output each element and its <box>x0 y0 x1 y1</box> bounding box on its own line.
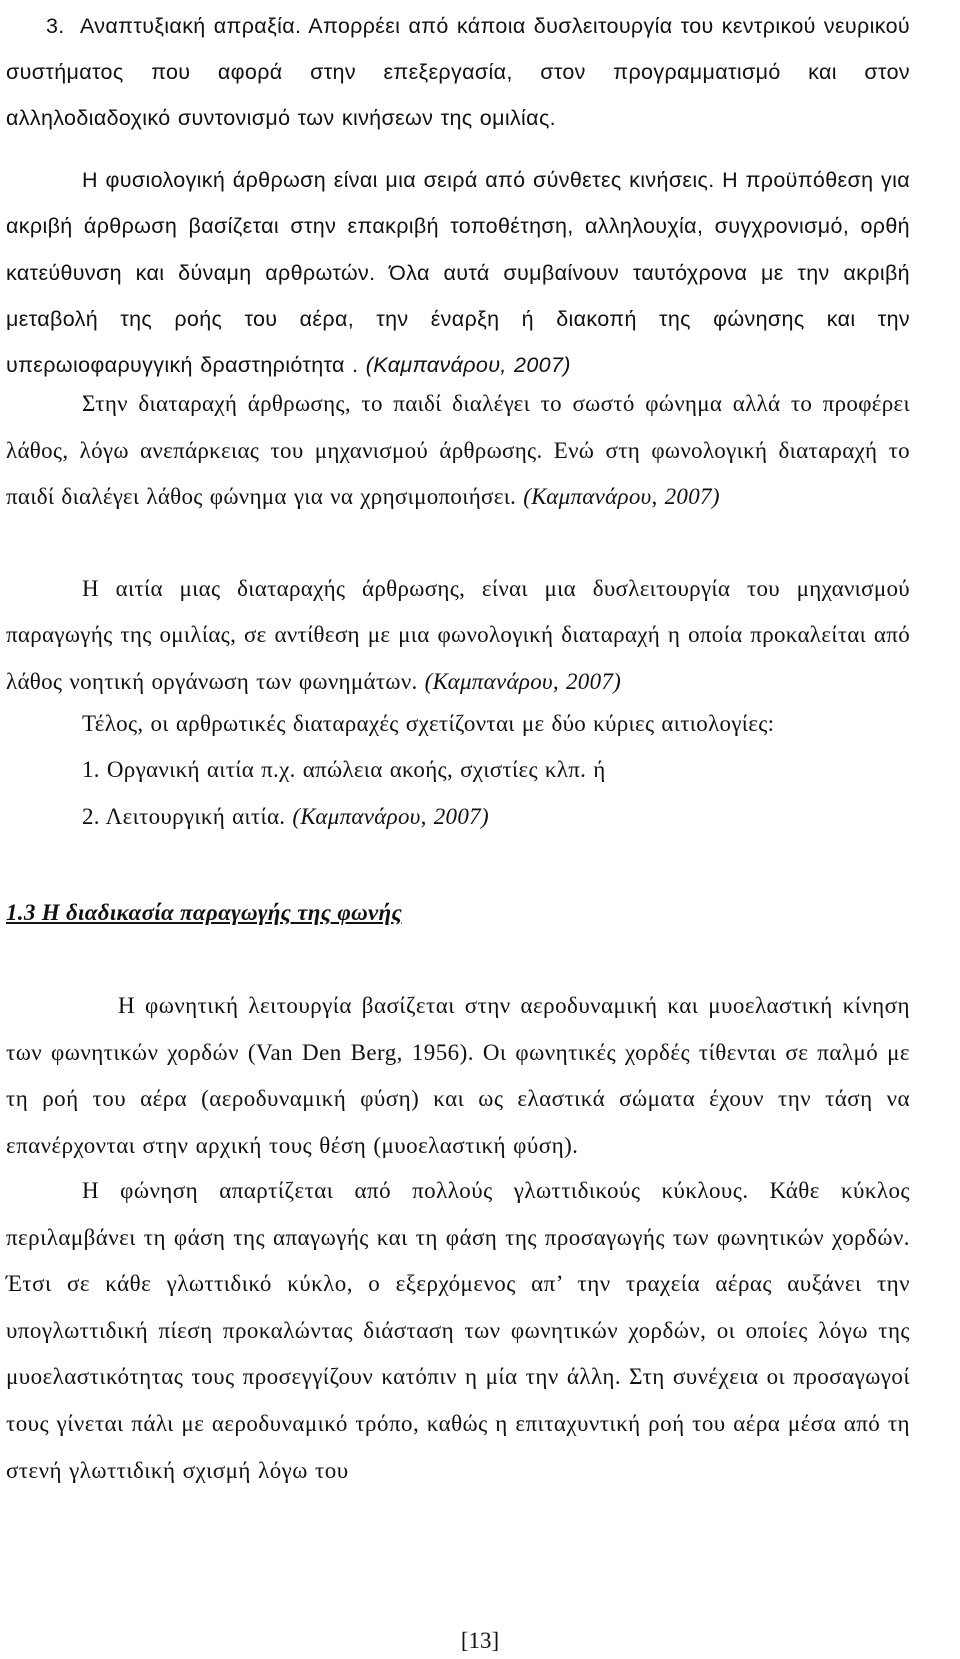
citation: (Καμπανάρου, 2007) <box>523 484 720 509</box>
section-heading: 1.3 Η διαδικασία παραγωγής της φωνής <box>6 900 402 925</box>
list-item-developmental-apraxia <box>6 3 910 141</box>
paragraph-phonation-cycles: Η φώνηση απαρτίζεται από πολλούς γλωττιδικούς κύκλους. Κάθε κύκλος περιλαμβάνει τη φάση της απαγωγής και τη φάση της προσαγωγής των φωνητικών χορδών. Έτσι σε κάθε γλωττιδικό κύκλο, ο εξερχόμενος απ’ την τραχεία αέρας αυξάνει την υπογλωττιδική πίεση προκαλώντας διάσταση των φωνητικών χορδών, οι οποίες λόγω της μυοελαστικότητας τους προσεγγίζουν κατόπιν η μία την άλλη. Στη συνέχεια οι προσαγωγοί τους γίνεται πάλι με αεροδυναμικό τρόπο, καθώς η επιταχυντική ροή του αέρα μέσα από τη στενή γλωττιδική σχισμή λόγω του <box>6 1178 910 1483</box>
paragraph-disorder-cause <box>6 566 910 705</box>
paragraph-text: Η φυσιολογική άρθρωση είναι μια σειρά από σύνθετες κινήσεις. Η προϋπόθεση για ακριβή άρθρωση βασίζεται στην επακριβή τοποθέτηση, αλληλουχία, συγχρονισμό, ορθή κατεύθυνση και δύναμη αρθρωτών. Όλα αυτά συμβαίνουν ταυτόχρονα με την ακριβή μεταβολή της ροής του αέρα, την έναρξη ή διακοπή της φώνησης και την υπερωιοφαρυγγική δραστηριότητα . <box>6 168 910 378</box>
paragraph-normal-articulation <box>6 157 910 388</box>
citation: (Καμπανάρου, 2007) <box>424 668 622 694</box>
citation: (Καμπανάρου, 2007) <box>292 804 489 829</box>
cause-item-organic: 1. Οργανική αιτία π.χ. απώλεια ακοής, σχιστίες κλπ. ή <box>82 757 606 782</box>
cause-item-text: 2. Λειτουργική αιτία. <box>82 804 286 829</box>
paragraph-vocal-function: Η φωνητική λειτουργία βασίζεται στην αεροδυναμική και μυοελαστική κίνηση των φωνητικών χορδών (Van Den Berg, 1956). Οι φωνητικές χορδές τίθενται σε παλμό με τη ροή του αέρα (αεροδυναμική φύση) και ως ελαστικά σώματα έχουν την τάση να επανέρχονται στην αρχική τους θέση (μυοελαστική φύση). <box>6 993 910 1158</box>
page-number: [13] <box>460 1628 500 1653</box>
paragraph-text: Η αιτία μιας διαταραχής άρθρωσης, είναι μια δυσλειτουργία του μηχανισμού παραγωγής της ομιλίας, σε αντίθεση με μια φωνολογική διαταραχή η οποία προκαλείται από λάθος νοητική οργάνωση των φωνημάτων. <box>6 576 910 694</box>
citation: (Καμπανάρου, 2007) <box>365 353 571 378</box>
cause-item-functional <box>82 797 489 837</box>
list-item-text: Αναπτυξιακή απραξία. Απορρέει από κάποια δυσλειτουργία του κεντρικού νευρικού συστήματος που αφορά στην επεξεργασία, στον προγραμματισμό και στον αλληλοδιαδοχικό συντονισμό των κινήσεων της ομιλίας. <box>6 14 910 130</box>
list-item-number: 3. <box>46 14 65 38</box>
causes-intro: Τέλος, οι αρθρωτικές διαταραχές σχετίζονται με δύο κύριες αιτιολογίες: <box>82 711 775 736</box>
paragraph-text: Στην διαταραχή άρθρωσης, το παιδί διαλέγει το σωστό φώνημα αλλά το προφέρει λάθος, λόγω ανεπάρκειας του μηχανισμού άρθρωσης. Ενώ στη φωνολογική διαταραχή το παιδί διαλέγει λάθος φώνημα για να χρησιμοποιήσει. <box>6 391 910 509</box>
paragraph-articulation-disorder <box>6 381 910 521</box>
